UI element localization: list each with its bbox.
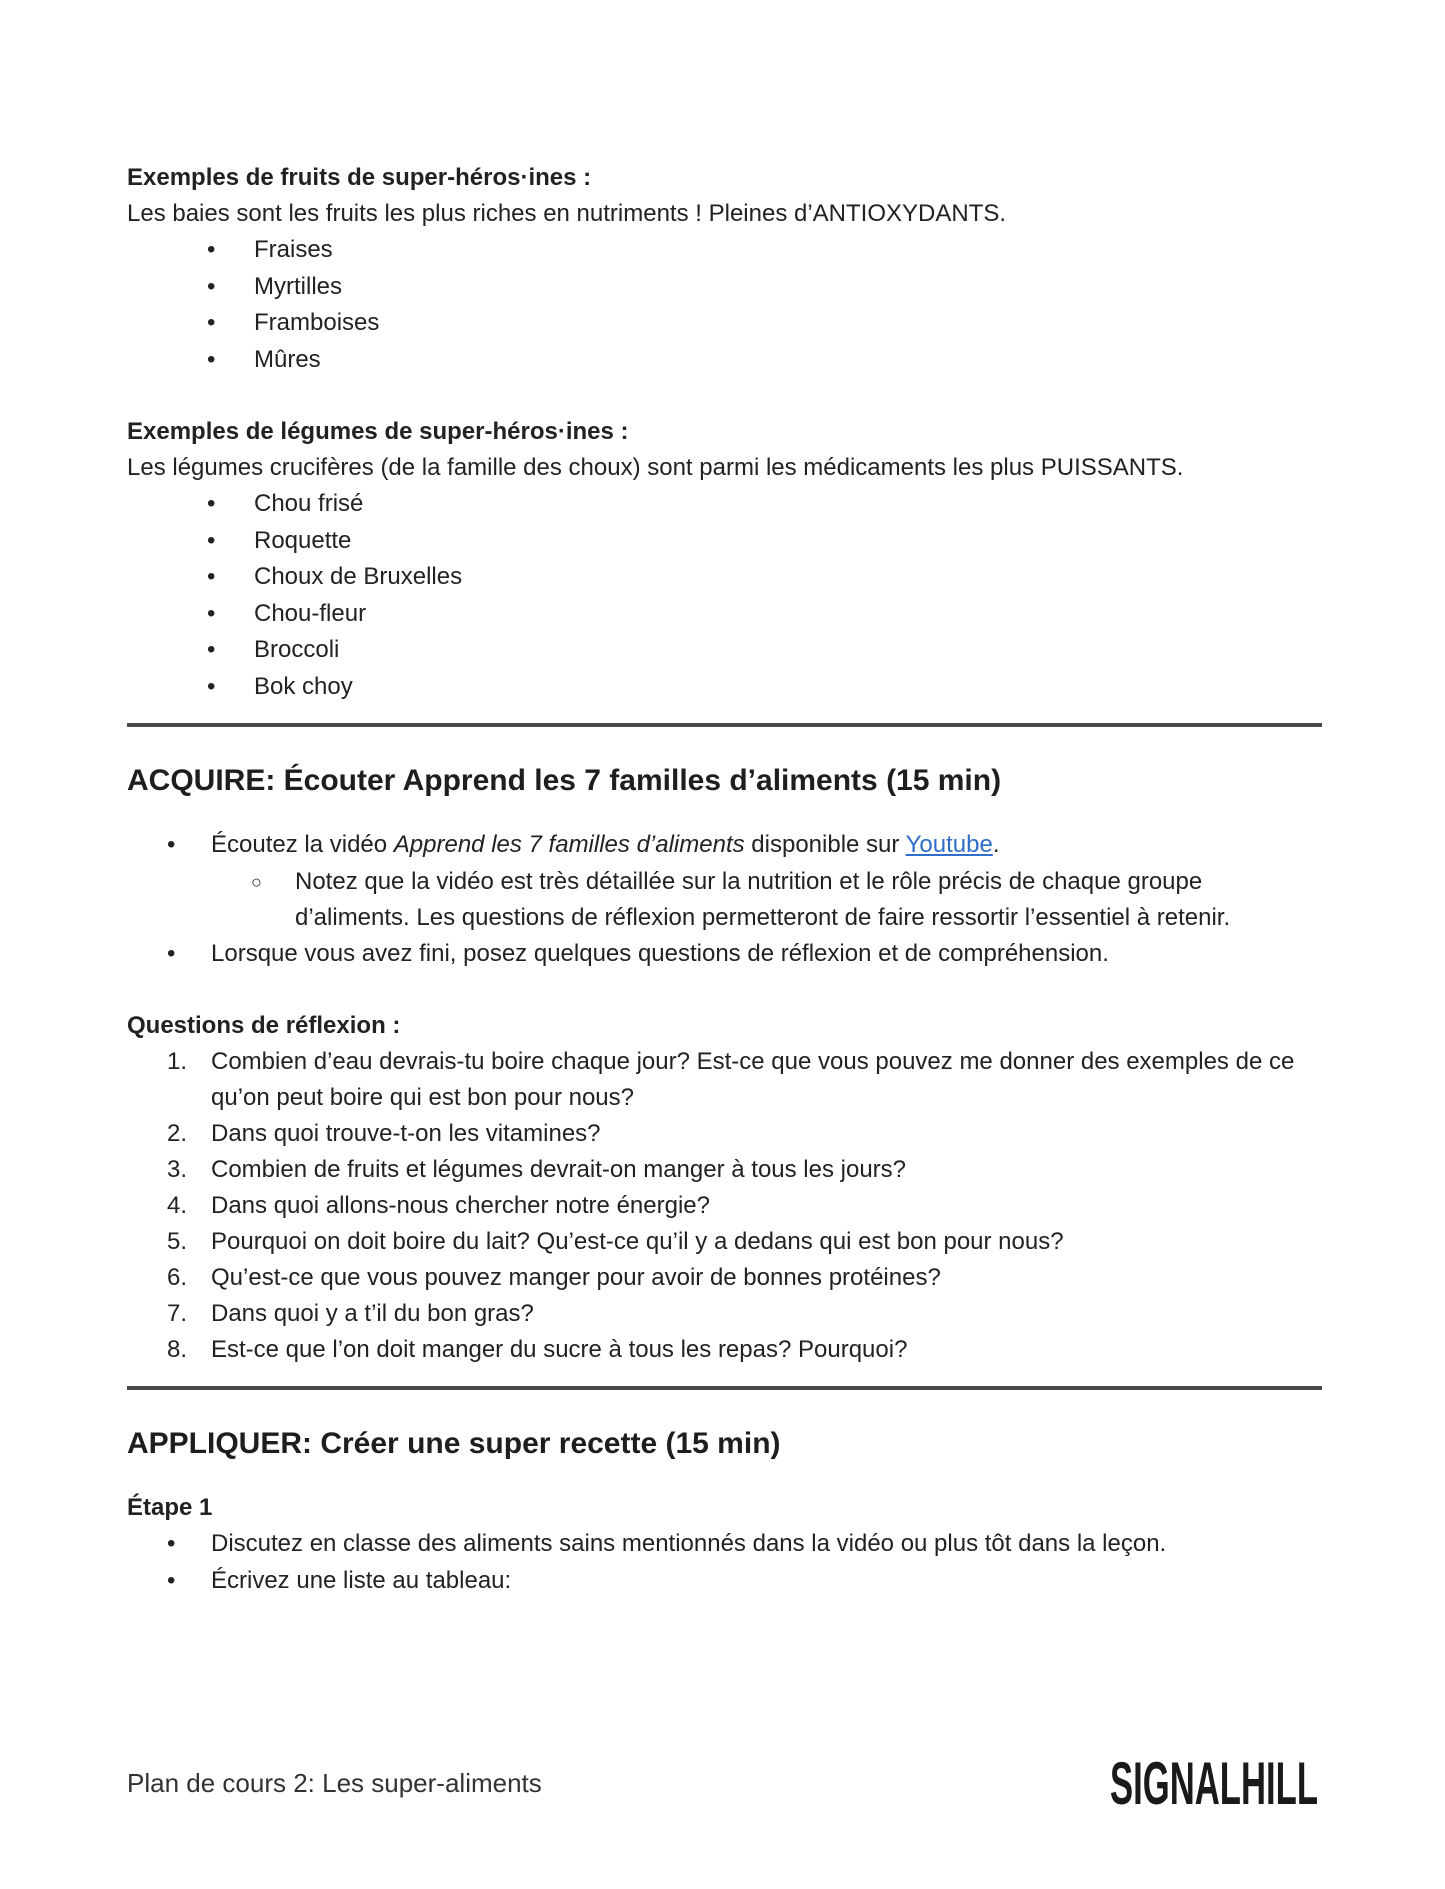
list-item: 8. Est-ce que l’on doit manger du sucre à tous les repas? Pourquoi? — [167, 1336, 908, 1363]
vegetables-intro: Les légumes crucifères (de la famille des choux) sont parmi les médicaments les plus PUISSANTS. — [127, 454, 1184, 481]
fruits-intro: Les baies sont les fruits les plus riches en nutriments ! Pleines d’ANTIOXYDANTS. — [127, 200, 1007, 227]
list-item: • Lorsque vous avez fini, posez quelques questions de réflexion et de compréhension. — [127, 936, 1322, 973]
footer-lesson-title: Plan de cours 2: Les super-aliments — [127, 1768, 542, 1798]
bullet-text: disponible sur — [744, 831, 906, 858]
list-item: 5. Pourquoi on doit boire du lait? Qu’est-ce qu’il y a dedans qui est bon pour nous? — [167, 1228, 1064, 1255]
list-item: • Écrivez une liste au tableau: — [127, 1563, 1322, 1600]
list-item: ○ Notez que la vidéo est très détaillée sur la nutrition et le rôle précis de chaque groupe d’aliments. Les questions de réflexion permetteront de faire ressortir l’essentiel à retenir. — [211, 864, 1322, 936]
list-item: 4. Dans quoi allons-nous chercher notre énergie? — [167, 1192, 710, 1219]
acquire-list — [127, 827, 1322, 972]
video-title: Apprend les 7 familles d’aliments — [393, 831, 745, 858]
list-item: • Broccoli — [127, 632, 1322, 669]
signalhill-logo — [1110, 1746, 1320, 1817]
list-item: 3. Combien de fruits et légumes devrait-on manger à tous les jours? — [167, 1156, 907, 1183]
step-heading: Étape 1 — [127, 1494, 213, 1521]
fruits-list — [127, 232, 1322, 378]
list-item: • Choux de Bruxelles — [127, 559, 1322, 596]
apply-list — [127, 1526, 1322, 1599]
acquire-sub-list — [211, 864, 1322, 936]
list-item: 2. Dans quoi trouve-t-on les vitamines? — [167, 1120, 601, 1147]
list-item: 6. Qu’est-ce que vous pouvez manger pour avoir de bonnes protéines? — [167, 1264, 941, 1291]
list-item: • Chou-fleur — [127, 596, 1322, 633]
list-item: • Mûres — [127, 342, 1322, 379]
vegetables-list — [127, 486, 1322, 705]
list-item: • Discutez en classe des aliments sains mentionnés dans la vidéo ou plus tôt dans la leçon. — [127, 1526, 1322, 1563]
logo-text: SIGNALHILL — [1110, 1750, 1318, 1817]
bullet-text: Écoutez la vidéo — [211, 831, 394, 858]
youtube-link[interactable]: Youtube — [905, 831, 993, 858]
list-item: • Roquette — [127, 523, 1322, 560]
bullet-text: . — [992, 831, 1000, 858]
list-item: • Framboises — [127, 305, 1322, 342]
vegetables-heading: Exemples de légumes de super-héros·ines : — [127, 418, 629, 445]
list-item — [127, 827, 1322, 936]
list-item: • Chou frisé — [127, 486, 1322, 523]
list-item: • Myrtilles — [127, 269, 1322, 306]
section-divider — [127, 723, 1322, 727]
acquire-section-title: ACQUIRE: Écouter Apprend les 7 familles d’aliments (15 min) — [127, 764, 1002, 797]
list-item: 7. Dans quoi y a t’il du bon gras? — [167, 1300, 534, 1327]
list-item: • Bok choy — [127, 669, 1322, 706]
list-item: • Fraises — [127, 232, 1322, 269]
reflection-heading: Questions de réflexion : — [127, 1012, 401, 1039]
reflection-questions — [127, 1044, 1322, 1368]
document-content — [127, 160, 1322, 1599]
section-divider — [127, 1386, 1322, 1390]
apply-section-title: APPLIQUER: Créer une super recette (15 min) — [127, 1427, 781, 1460]
list-item: 1. Combien d’eau devrais-tu boire chaque jour? Est-ce que vous pouvez me donner des exemples de ce qu’on peut boire qui est bon pour nous? — [167, 1048, 1295, 1111]
fruits-heading: Exemples de fruits de super-héros·ines : — [127, 164, 592, 191]
